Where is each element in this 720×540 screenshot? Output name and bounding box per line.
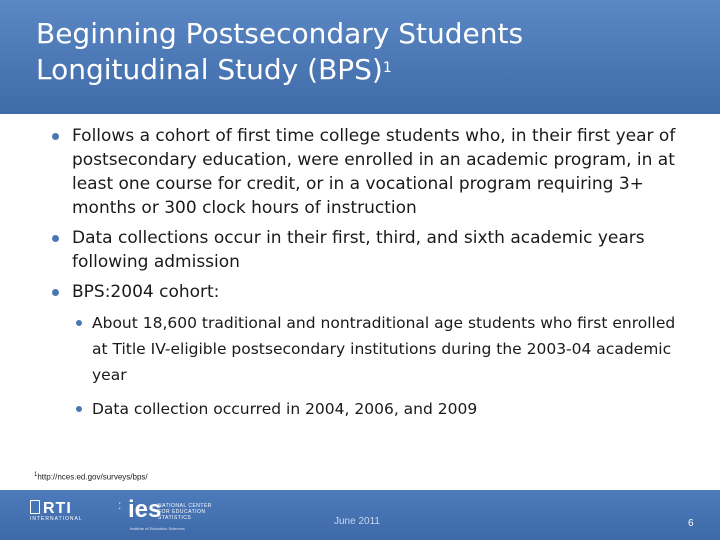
footnote-marker: 1	[34, 472, 38, 478]
footer-bar	[0, 490, 720, 540]
bullet-item-cohort	[52, 280, 692, 422]
ies-subtitle: NATIONAL CENTER FOR EDUCATION STATISTICS	[158, 503, 212, 521]
ies-dots-icon: :	[118, 498, 122, 512]
footnote	[34, 472, 148, 482]
bullet-list	[52, 124, 692, 422]
bullet-item-label: BPS:2004 cohort:	[72, 282, 220, 302]
rti-logo	[30, 500, 83, 522]
bullet-item: Follows a cohort of first time college students who, in their first year of postsecondary education, were enrolled in an academic program, in at least one course for credit, or in a vocational program requiring 3+ months or 300 clock hours of instruction	[52, 124, 692, 220]
title-banner	[0, 0, 720, 114]
ies-logo-text: ies	[128, 496, 162, 523]
ies-logo	[118, 496, 212, 531]
slide-title	[36, 16, 696, 88]
footnote-link[interactable]: http://nces.ed.gov/surveys/bps/	[37, 472, 148, 482]
rti-mark-icon	[30, 500, 40, 514]
title-line-2: Longitudinal Study (BPS)	[36, 53, 383, 86]
title-superscript: 1	[382, 60, 392, 76]
sub-bullet-list	[72, 310, 692, 422]
slide-body	[52, 124, 692, 430]
sub-bullet-item: Data collection occurred in 2004, 2006, and 2009	[72, 396, 692, 422]
bullet-item: Data collections occur in their first, third, and sixth academic years following admission	[52, 226, 692, 274]
rti-tagline: INTERNATIONAL	[30, 516, 83, 522]
rti-logo-text: RTI	[43, 500, 72, 517]
title-line-1: Beginning Postsecondary Students	[36, 17, 524, 50]
ies-tagline: Institute of Education Sciences	[130, 526, 185, 531]
sub-bullet-item: About 18,600 traditional and nontraditional age students who first enrolled at Title IV-eligible postsecondary institutions during the 2003-04 academic year	[72, 310, 692, 388]
page-number: 6	[688, 518, 694, 529]
slide-date: June 2011	[334, 516, 380, 527]
